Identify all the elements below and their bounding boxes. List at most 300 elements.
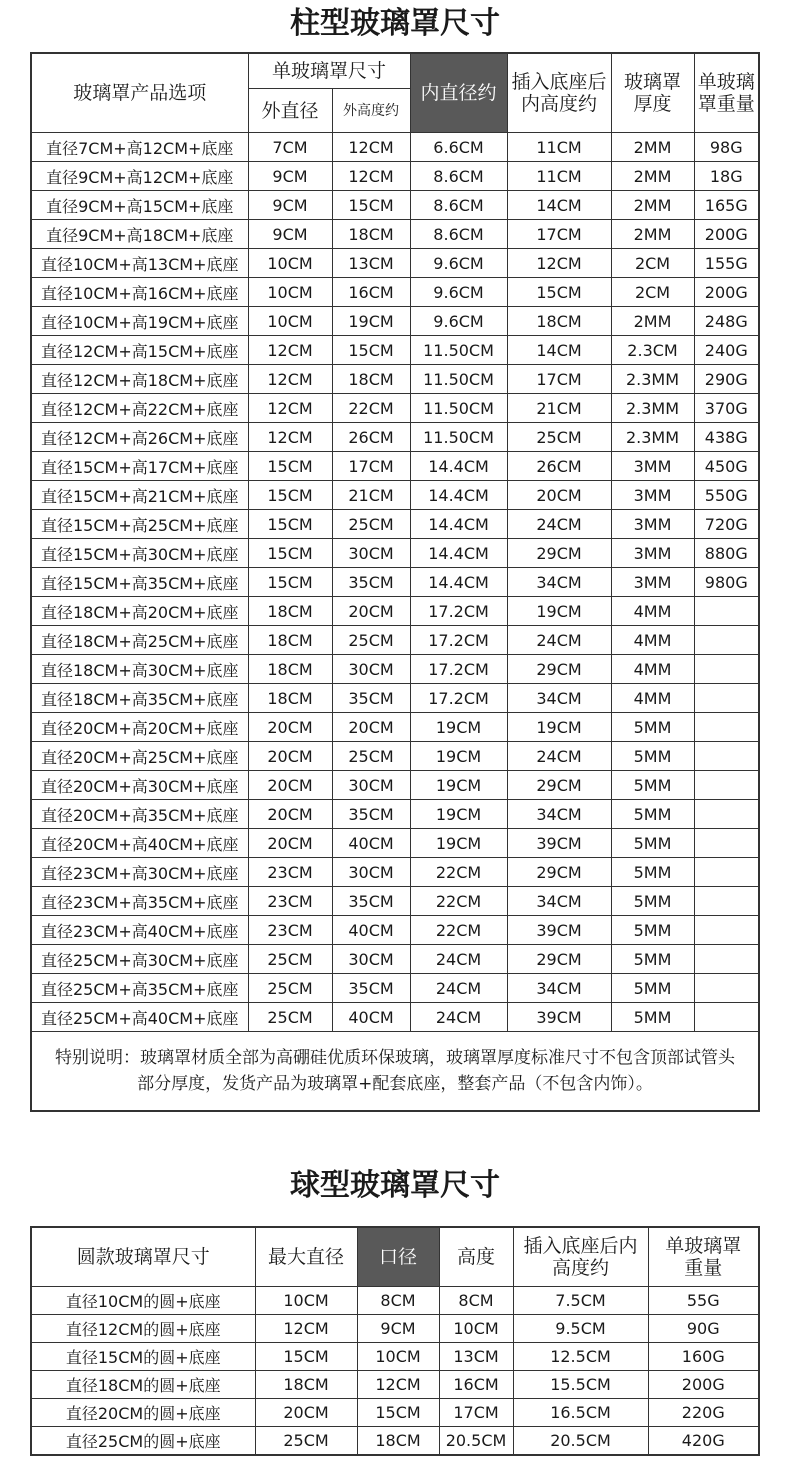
table-cell: 248G — [694, 307, 759, 336]
table-row — [31, 829, 759, 858]
table-cell: 直径15CM+高25CM+底座 — [31, 510, 248, 539]
table-cell — [694, 829, 759, 858]
table-row — [31, 713, 759, 742]
table-row — [31, 249, 759, 278]
table-cell: 20CM — [248, 800, 332, 829]
table-cell: 14.4CM — [410, 481, 507, 510]
table-cell: 18CM — [248, 626, 332, 655]
table-cell: 14.4CM — [410, 452, 507, 481]
table-cell: 直径15CM的圆+底座 — [31, 1343, 255, 1371]
table-cell: 200G — [694, 278, 759, 307]
table-cell: 6.6CM — [410, 133, 507, 162]
table-cell: 26CM — [507, 452, 611, 481]
table-cell: 14CM — [507, 336, 611, 365]
table-row — [31, 452, 759, 481]
table-row — [31, 945, 759, 974]
table-row — [31, 162, 759, 191]
ball-size-table — [30, 1226, 760, 1456]
table-row — [31, 365, 759, 394]
table-cell: 35CM — [332, 568, 410, 597]
table-cell: 12CM — [248, 394, 332, 423]
table-cell: 3MM — [611, 452, 694, 481]
ball-header-height: 高度 — [439, 1227, 513, 1287]
table-cell: 23CM — [248, 916, 332, 945]
table-cell: 19CM — [410, 771, 507, 800]
table-cell: 7CM — [248, 133, 332, 162]
table-cell: 20CM — [248, 771, 332, 800]
table-cell: 5MM — [611, 742, 694, 771]
ball-header-product: 圆款玻璃罩尺寸 — [31, 1227, 255, 1287]
table-cell: 直径20CM+高20CM+底座 — [31, 713, 248, 742]
table-row — [31, 1315, 759, 1343]
table-cell: 2.3MM — [611, 423, 694, 452]
table-cell: 29CM — [507, 539, 611, 568]
table-cell: 30CM — [332, 858, 410, 887]
table-row — [31, 1003, 759, 1032]
table-cell: 90G — [648, 1315, 759, 1343]
table-cell: 15CM — [248, 539, 332, 568]
table-cell: 17.2CM — [410, 684, 507, 713]
table-cell: 2.3MM — [611, 365, 694, 394]
table-cell: 9.6CM — [410, 307, 507, 336]
table-cell: 8.6CM — [410, 191, 507, 220]
table-cell: 200G — [648, 1371, 759, 1399]
table-cell: 40CM — [332, 829, 410, 858]
table-cell: 5MM — [611, 945, 694, 974]
table-cell: 5MM — [611, 858, 694, 887]
table-row — [31, 510, 759, 539]
table-cell: 直径12CM+高15CM+底座 — [31, 336, 248, 365]
table-row — [31, 336, 759, 365]
table-cell: 34CM — [507, 800, 611, 829]
table-cell: 18CM — [248, 597, 332, 626]
table-cell: 直径10CM的圆+底座 — [31, 1287, 255, 1315]
table-cell: 9.6CM — [410, 249, 507, 278]
ball-title: 球型玻璃罩尺寸 — [290, 1168, 500, 1203]
table-cell: 23CM — [248, 887, 332, 916]
table-cell: 220G — [648, 1399, 759, 1427]
table-cell: 直径20CM的圆+底座 — [31, 1399, 255, 1427]
table-cell: 10CM — [248, 307, 332, 336]
table-cell: 3MM — [611, 539, 694, 568]
table-cell: 5MM — [611, 1003, 694, 1032]
note-row — [31, 1032, 759, 1112]
table-cell: 直径25CM的圆+底座 — [31, 1427, 255, 1456]
table-cell: 18CM — [357, 1427, 439, 1456]
table-cell: 直径18CM+高20CM+底座 — [31, 597, 248, 626]
table-cell: 10CM — [439, 1315, 513, 1343]
table-cell: 26CM — [332, 423, 410, 452]
table-cell: 直径15CM+高30CM+底座 — [31, 539, 248, 568]
table-cell: 290G — [694, 365, 759, 394]
table-cell: 直径9CM+高15CM+底座 — [31, 191, 248, 220]
table-cell: 直径25CM+高40CM+底座 — [31, 1003, 248, 1032]
table-cell — [694, 916, 759, 945]
table-cell: 720G — [694, 510, 759, 539]
table-cell: 11.50CM — [410, 423, 507, 452]
table-cell: 18CM — [507, 307, 611, 336]
table-cell: 12.5CM — [513, 1343, 648, 1371]
table-cell: 15CM — [248, 452, 332, 481]
table-cell: 17.2CM — [410, 655, 507, 684]
table-cell — [694, 742, 759, 771]
table-cell: 980G — [694, 568, 759, 597]
table-cell: 160G — [648, 1343, 759, 1371]
table-cell: 17CM — [507, 365, 611, 394]
table-cell: 34CM — [507, 974, 611, 1003]
table-cell: 18CM — [255, 1371, 357, 1399]
table-cell: 4MM — [611, 655, 694, 684]
header-inner-height: 插入底座后内高度约 — [507, 53, 611, 133]
table-row — [31, 1343, 759, 1371]
table-cell: 19CM — [410, 800, 507, 829]
table-cell: 直径12CM的圆+底座 — [31, 1315, 255, 1343]
table-row — [31, 887, 759, 916]
table-row — [31, 1371, 759, 1399]
table-cell: 35CM — [332, 800, 410, 829]
table-cell: 12CM — [357, 1371, 439, 1399]
table-cell: 55G — [648, 1287, 759, 1315]
header-outer-diameter: 外直径 — [248, 89, 332, 133]
table-cell: 8.6CM — [410, 220, 507, 249]
table-cell: 直径15CM+高17CM+底座 — [31, 452, 248, 481]
table-cell: 880G — [694, 539, 759, 568]
table-cell: 9.6CM — [410, 278, 507, 307]
table-cell — [694, 684, 759, 713]
table-cell: 21CM — [507, 394, 611, 423]
table-cell: 12CM — [507, 249, 611, 278]
table-cell: 25CM — [332, 742, 410, 771]
header-single-size: 单玻璃罩尺寸 — [248, 53, 410, 89]
table-cell: 直径18CM+高35CM+底座 — [31, 684, 248, 713]
table-cell: 4MM — [611, 597, 694, 626]
table-cell: 3MM — [611, 481, 694, 510]
table-cell: 370G — [694, 394, 759, 423]
table-cell: 16CM — [439, 1371, 513, 1399]
special-note: 特别说明：玻璃罩材质全部为高硼硅优质环保玻璃，玻璃罩厚度标准尺寸不包含顶部试管头部分厚度，发货产品为玻璃罩+配套底座，整套产品（不包含内饰）。 — [31, 1032, 759, 1112]
table-cell: 30CM — [332, 771, 410, 800]
table-cell: 10CM — [248, 278, 332, 307]
table-cell: 18G — [694, 162, 759, 191]
table-cell: 20CM — [248, 829, 332, 858]
table-cell: 直径20CM+高35CM+底座 — [31, 800, 248, 829]
table-cell: 25CM — [248, 945, 332, 974]
table-cell: 450G — [694, 452, 759, 481]
table-cell: 20CM — [332, 713, 410, 742]
table-cell — [694, 1003, 759, 1032]
table-cell: 8.6CM — [410, 162, 507, 191]
table-cell: 438G — [694, 423, 759, 452]
table-cell: 24CM — [410, 974, 507, 1003]
table-cell: 18CM — [248, 655, 332, 684]
table-cell: 9.5CM — [513, 1315, 648, 1343]
table-cell — [694, 945, 759, 974]
table-cell: 5MM — [611, 887, 694, 916]
table-cell: 12CM — [248, 365, 332, 394]
table-cell: 15.5CM — [513, 1371, 648, 1399]
table-cell: 直径10CM+高13CM+底座 — [31, 249, 248, 278]
table-row — [31, 278, 759, 307]
table-cell: 550G — [694, 481, 759, 510]
table-cell: 17CM — [439, 1399, 513, 1427]
table-cell: 2CM — [611, 249, 694, 278]
table-cell: 25CM — [332, 626, 410, 655]
table-cell: 18CM — [248, 684, 332, 713]
table-cell: 2MM — [611, 307, 694, 336]
table-cell: 8CM — [357, 1287, 439, 1315]
table-cell: 直径18CM的圆+底座 — [31, 1371, 255, 1399]
table-cell: 2MM — [611, 162, 694, 191]
table-cell: 14.4CM — [410, 510, 507, 539]
table-row — [31, 974, 759, 1003]
table-cell: 20CM — [255, 1399, 357, 1427]
table-cell: 39CM — [507, 1003, 611, 1032]
table-cell: 29CM — [507, 945, 611, 974]
table-cell: 直径25CM+高35CM+底座 — [31, 974, 248, 1003]
table-cell: 2MM — [611, 133, 694, 162]
table-row — [31, 858, 759, 887]
table-cell: 25CM — [248, 1003, 332, 1032]
table-cell: 直径15CM+高35CM+底座 — [31, 568, 248, 597]
table-row — [31, 800, 759, 829]
table-cell: 19CM — [507, 597, 611, 626]
table-cell: 2CM — [611, 278, 694, 307]
table-cell: 21CM — [332, 481, 410, 510]
table-row — [31, 1399, 759, 1427]
table-cell — [694, 974, 759, 1003]
table-cell: 10CM — [255, 1287, 357, 1315]
header-product: 玻璃罩产品选项 — [31, 53, 248, 133]
table-cell: 11.50CM — [410, 394, 507, 423]
table-cell: 29CM — [507, 655, 611, 684]
table-cell: 11.50CM — [410, 336, 507, 365]
table-cell: 25CM — [332, 510, 410, 539]
table-cell: 14CM — [507, 191, 611, 220]
table-cell: 29CM — [507, 771, 611, 800]
table-row — [31, 394, 759, 423]
table-cell: 23CM — [248, 858, 332, 887]
table-cell: 30CM — [332, 655, 410, 684]
table-cell: 25CM — [248, 974, 332, 1003]
table-cell: 2.3CM — [611, 336, 694, 365]
table-cell: 直径9CM+高18CM+底座 — [31, 220, 248, 249]
ball-header-mouth: 口径 — [357, 1227, 439, 1287]
table-cell: 20CM — [332, 597, 410, 626]
table-cell: 直径12CM+高22CM+底座 — [31, 394, 248, 423]
table-cell: 直径15CM+高21CM+底座 — [31, 481, 248, 510]
table-cell: 14.4CM — [410, 539, 507, 568]
table-cell: 20.5CM — [439, 1427, 513, 1456]
table-cell: 29CM — [507, 858, 611, 887]
table-cell: 3MM — [611, 510, 694, 539]
header-weight: 单玻璃罩重量 — [694, 53, 759, 133]
table-cell: 直径12CM+高18CM+底座 — [31, 365, 248, 394]
table-cell: 24CM — [507, 626, 611, 655]
table-row — [31, 771, 759, 800]
table-cell: 15CM — [248, 481, 332, 510]
table-cell: 4MM — [611, 684, 694, 713]
table-cell: 3MM — [611, 568, 694, 597]
table-cell: 165G — [694, 191, 759, 220]
table-row — [31, 742, 759, 771]
table-cell: 35CM — [332, 974, 410, 1003]
table-row — [31, 626, 759, 655]
table-cell: 9CM — [248, 162, 332, 191]
table-cell: 24CM — [410, 945, 507, 974]
table-cell: 30CM — [332, 539, 410, 568]
table-cell — [694, 800, 759, 829]
table-cell: 19CM — [410, 829, 507, 858]
table-cell — [694, 626, 759, 655]
table-row — [31, 481, 759, 510]
table-cell: 17CM — [507, 220, 611, 249]
table-cell: 4MM — [611, 626, 694, 655]
table-cell: 直径10CM+高16CM+底座 — [31, 278, 248, 307]
table-cell: 40CM — [332, 1003, 410, 1032]
table-cell — [694, 858, 759, 887]
table-cell: 8CM — [439, 1287, 513, 1315]
table-cell: 11CM — [507, 133, 611, 162]
table-cell: 直径18CM+高30CM+底座 — [31, 655, 248, 684]
table-cell: 40CM — [332, 916, 410, 945]
table-cell: 5MM — [611, 771, 694, 800]
table-cell: 7.5CM — [513, 1287, 648, 1315]
table-cell: 155G — [694, 249, 759, 278]
table-row — [31, 568, 759, 597]
table-cell: 30CM — [332, 945, 410, 974]
table-cell: 15CM — [332, 191, 410, 220]
table-cell: 13CM — [332, 249, 410, 278]
table-cell: 19CM — [410, 742, 507, 771]
header-thickness: 玻璃罩厚度 — [611, 53, 694, 133]
table-cell — [694, 597, 759, 626]
table-cell: 5MM — [611, 974, 694, 1003]
table-cell: 420G — [648, 1427, 759, 1456]
table-cell: 25CM — [507, 423, 611, 452]
cylinder-size-table — [30, 52, 760, 1112]
table-cell — [694, 713, 759, 742]
table-row — [31, 597, 759, 626]
table-cell: 10CM — [357, 1343, 439, 1371]
table-row — [31, 220, 759, 249]
table-row — [31, 916, 759, 945]
header-outer-height: 外高度约 — [332, 89, 410, 133]
table-cell: 直径23CM+高40CM+底座 — [31, 916, 248, 945]
table-row — [31, 1287, 759, 1315]
table-cell: 35CM — [332, 887, 410, 916]
table-cell: 5MM — [611, 916, 694, 945]
table-cell: 5MM — [611, 713, 694, 742]
table-cell: 14.4CM — [410, 568, 507, 597]
table-cell — [694, 655, 759, 684]
table-cell: 5MM — [611, 829, 694, 858]
table-cell — [694, 887, 759, 916]
table-cell: 24CM — [410, 1003, 507, 1032]
table-cell: 直径7CM+高12CM+底座 — [31, 133, 248, 162]
table-cell: 12CM — [248, 423, 332, 452]
table-cell: 直径10CM+高19CM+底座 — [31, 307, 248, 336]
table-cell: 直径23CM+高35CM+底座 — [31, 887, 248, 916]
table-cell: 98G — [694, 133, 759, 162]
table-cell: 12CM — [255, 1315, 357, 1343]
table-cell: 20.5CM — [513, 1427, 648, 1456]
table-cell: 18CM — [332, 220, 410, 249]
table-cell: 直径20CM+高25CM+底座 — [31, 742, 248, 771]
table-cell: 直径12CM+高26CM+底座 — [31, 423, 248, 452]
table-cell: 240G — [694, 336, 759, 365]
table-cell: 15CM — [357, 1399, 439, 1427]
table-cell: 直径20CM+高30CM+底座 — [31, 771, 248, 800]
table-cell: 17CM — [332, 452, 410, 481]
table-cell: 34CM — [507, 887, 611, 916]
table-cell: 5MM — [611, 800, 694, 829]
table-row — [31, 539, 759, 568]
table-cell: 直径20CM+高40CM+底座 — [31, 829, 248, 858]
table-cell: 15CM — [332, 336, 410, 365]
ball-header-max-diameter: 最大直径 — [255, 1227, 357, 1287]
table-cell: 直径9CM+高12CM+底座 — [31, 162, 248, 191]
table-row — [31, 684, 759, 713]
table-cell: 34CM — [507, 684, 611, 713]
table-cell: 12CM — [248, 336, 332, 365]
table-cell: 39CM — [507, 829, 611, 858]
table-cell: 10CM — [248, 249, 332, 278]
ball-header-inner-height: 插入底座后内高度约 — [513, 1227, 648, 1287]
table-cell: 9CM — [248, 220, 332, 249]
table-cell: 17.2CM — [410, 626, 507, 655]
table-cell: 15CM — [248, 568, 332, 597]
table-cell: 34CM — [507, 568, 611, 597]
table-cell: 35CM — [332, 684, 410, 713]
table-cell: 19CM — [507, 713, 611, 742]
table-cell: 24CM — [507, 510, 611, 539]
table-cell: 13CM — [439, 1343, 513, 1371]
table-cell: 9CM — [357, 1315, 439, 1343]
table-cell: 24CM — [507, 742, 611, 771]
table-cell: 25CM — [255, 1427, 357, 1456]
header-inner-diameter: 内直径约 — [410, 53, 507, 133]
table-row — [31, 191, 759, 220]
cylinder-title: 柱型玻璃罩尺寸 — [290, 6, 500, 41]
table-cell: 22CM — [410, 887, 507, 916]
table-cell: 19CM — [332, 307, 410, 336]
table-row — [31, 655, 759, 684]
table-cell: 20CM — [507, 481, 611, 510]
table-cell: 15CM — [507, 278, 611, 307]
table-cell: 15CM — [255, 1343, 357, 1371]
table-row — [31, 133, 759, 162]
table-cell: 2.3MM — [611, 394, 694, 423]
table-row — [31, 1427, 759, 1456]
table-row — [31, 307, 759, 336]
table-cell: 19CM — [410, 713, 507, 742]
table-cell: 直径25CM+高30CM+底座 — [31, 945, 248, 974]
table-cell: 39CM — [507, 916, 611, 945]
table-cell — [694, 771, 759, 800]
table-cell: 15CM — [248, 510, 332, 539]
table-cell: 11.50CM — [410, 365, 507, 394]
table-row — [31, 423, 759, 452]
table-cell: 16.5CM — [513, 1399, 648, 1427]
table-cell: 20CM — [248, 713, 332, 742]
table-cell: 12CM — [332, 133, 410, 162]
table-cell: 12CM — [332, 162, 410, 191]
table-cell: 直径23CM+高30CM+底座 — [31, 858, 248, 887]
table-cell: 11CM — [507, 162, 611, 191]
table-cell: 2MM — [611, 191, 694, 220]
table-cell: 16CM — [332, 278, 410, 307]
table-cell: 22CM — [410, 916, 507, 945]
